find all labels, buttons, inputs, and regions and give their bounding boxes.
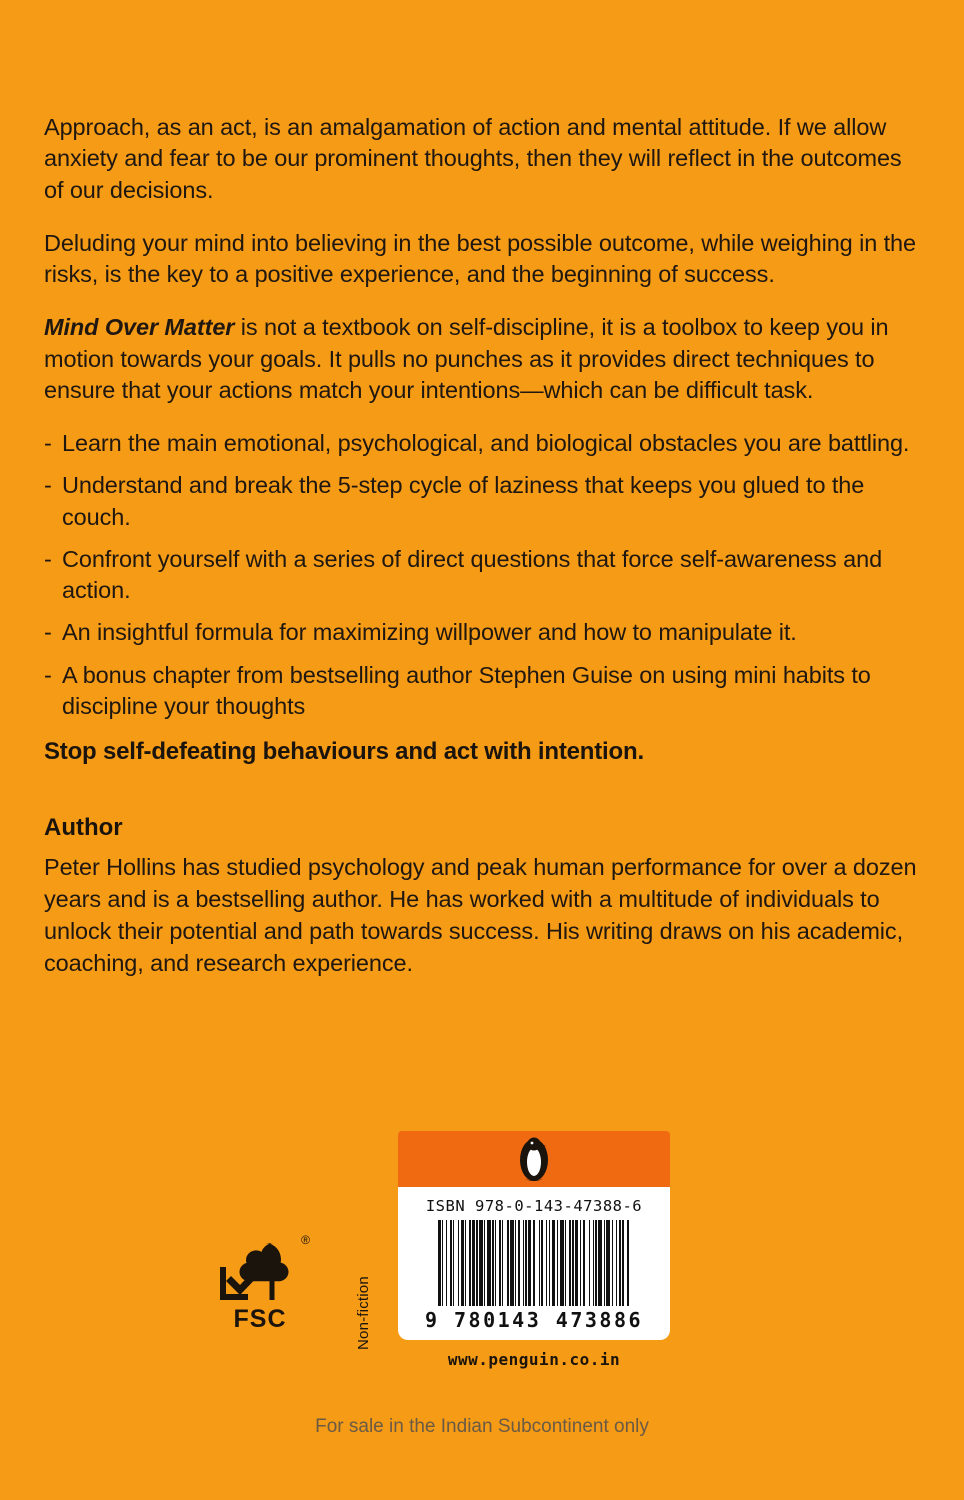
category-label: Non-fiction	[355, 1276, 372, 1350]
author-heading: Author	[44, 814, 123, 841]
bullet-text: Learn the main emotional, psychological, and biological obstacles you are battling.	[62, 430, 910, 456]
bullet-dash-icon: -	[44, 545, 52, 572]
barcode-panel	[398, 1187, 670, 1340]
book-title-italic: Mind Over Matter	[44, 314, 235, 341]
list-item	[44, 544, 920, 607]
blurb-paragraph-3	[44, 312, 920, 406]
barcode-bar	[629, 1220, 630, 1306]
list-item	[44, 617, 920, 648]
publisher-logo-band	[398, 1131, 670, 1187]
list-item	[44, 428, 920, 459]
isbn-text: ISBN 978-0-143-47388-6	[425, 1197, 643, 1215]
feature-bullet-list	[44, 428, 920, 722]
barcode-bars	[412, 1220, 656, 1306]
barcode-block	[398, 1131, 670, 1369]
publisher-url: www.penguin.co.in	[447, 1350, 621, 1369]
tree-checkmark-icon	[212, 1233, 310, 1305]
registered-mark: ®	[301, 1233, 310, 1247]
bullet-dash-icon: -	[44, 661, 52, 688]
fsc-label: FSC	[233, 1305, 287, 1333]
bullet-dash-icon: -	[44, 472, 52, 499]
blurb-paragraph-1: Approach, as an act, is an amalgamation of action and mental attitude. If we allow anxiety and fear to be our prominent thoughts, then they will reflect in the outcomes of our decisions.	[44, 114, 902, 203]
list-item	[44, 660, 920, 723]
bullet-dash-icon: -	[44, 430, 52, 456]
list-item	[44, 470, 920, 533]
author-bio: Peter Hollins has studied psychology and peak human performance for over a dozen years and is a bestselling author. He has worked with a multitude of individuals to unlock their potential and path towards success. His writing draws on his academic, coaching, and research experience.	[44, 854, 917, 976]
ean-digits: 9 780143 473886	[424, 1308, 644, 1332]
bullet-dash-icon: -	[44, 619, 52, 646]
bullet-text: A bonus chapter from bestselling author Stephen Guise on using mini habits to discipline your thoughts	[62, 661, 871, 719]
penguin-logo-icon	[511, 1135, 557, 1190]
blurb-paragraph-2: Deluding your mind into believing in the best possible outcome, while weighing in the risks, is the key to a positive experience, and the beginning of success.	[44, 229, 916, 287]
blurb-paragraph-3-rest: is not a textbook on self-discipline, it is a toolbox to keep you in motion towards your goals. It pulls no punches as it provides direct techniques to ensure that your actions match your intentions—which can be difficult task.	[44, 314, 889, 403]
fsc-certification-mark	[212, 1233, 310, 1333]
blurb-section	[44, 112, 920, 406]
bullet-text: An insightful formula for maximizing willpower and how to manipulate it.	[62, 619, 797, 646]
footer-area	[0, 1170, 964, 1500]
bullet-text: Understand and break the 5-step cycle of laziness that keeps you glued to the couch.	[62, 472, 865, 530]
callout-text: Stop self-defeating behaviours and act with intention.	[44, 738, 644, 765]
bullet-text: Confront yourself with a series of direct questions that force self-awareness and action.	[62, 545, 883, 603]
sale-territory-note: For sale in the Indian Subcontinent only	[315, 1416, 649, 1437]
